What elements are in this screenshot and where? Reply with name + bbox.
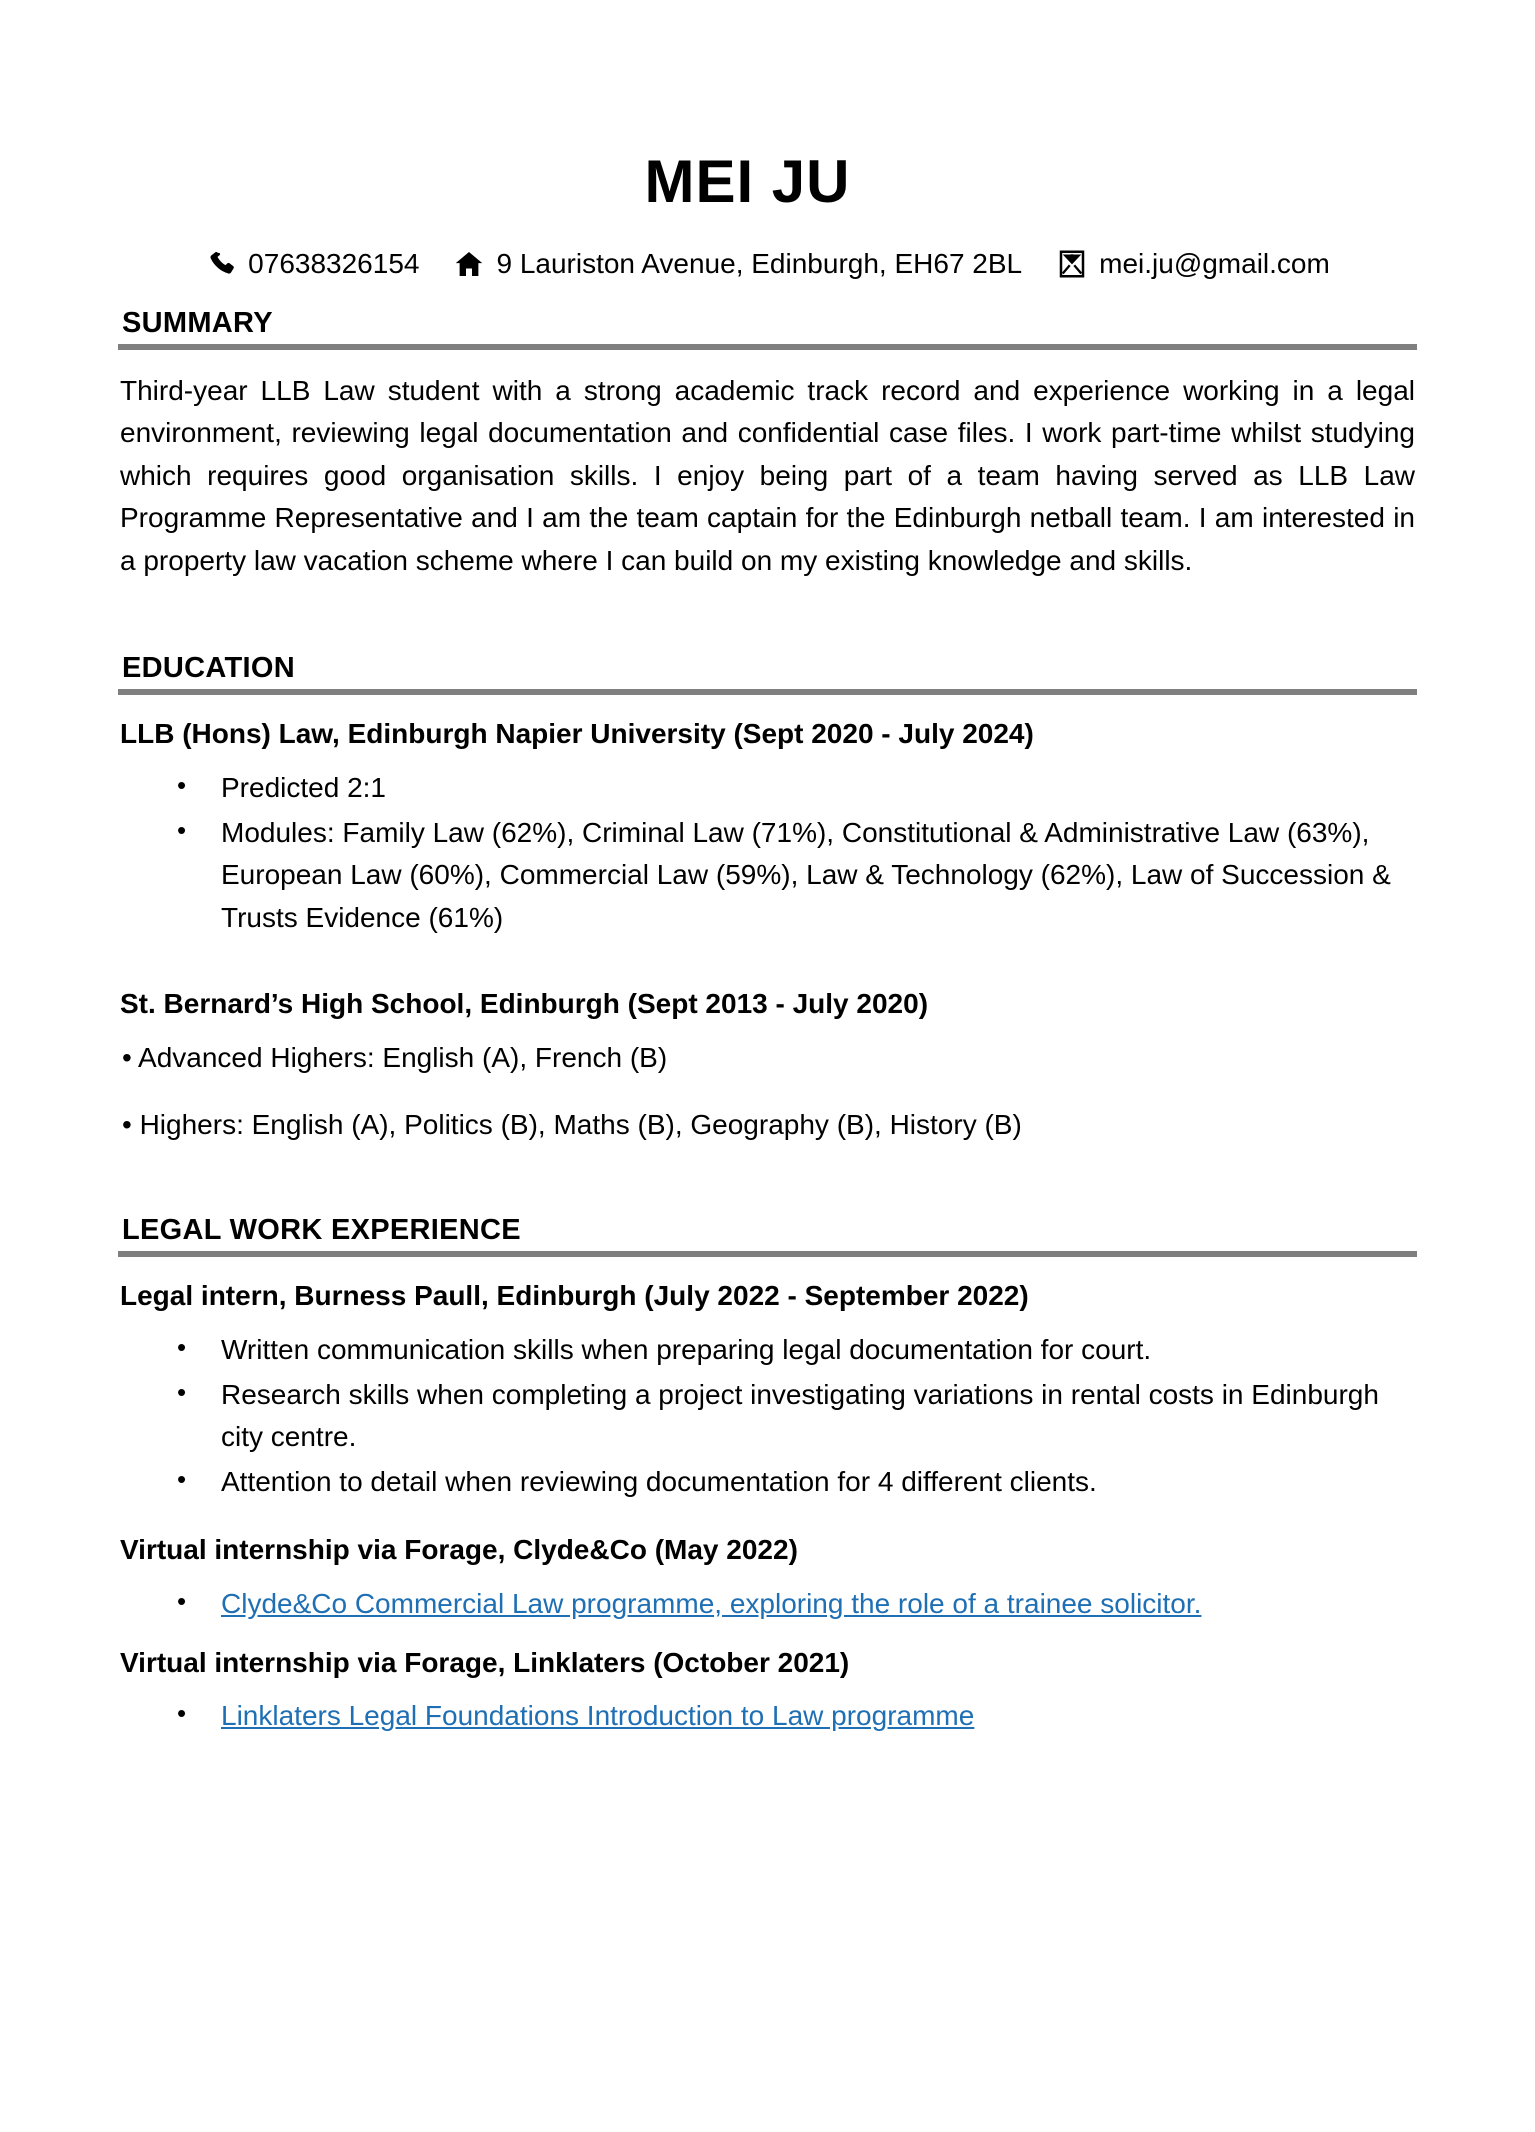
education-school-title: St. Bernard’s High School, Edinburgh (Sept 2013 - July 2020) [120,988,929,1020]
education-university-bullets [118,767,1417,939]
spacer [118,1170,1417,1214]
contact-address-text: 9 Lauriston Avenue, Edinburgh, EH67 2BL [496,248,1023,279]
page-title: MEI JU [644,148,851,215]
clyde-co-programme-link[interactable]: Clyde&Co Commercial Law programme, exploring the role of a trainee solicitor. [221,1587,1202,1619]
experience-heading: LEGAL WORK EXPERIENCE [122,1214,521,1247]
experience-job-0-bullets [118,1329,1417,1503]
spacer [118,582,1417,652]
list-item: • Predicted 2:1 [163,767,1417,810]
spacer [118,1628,1417,1644]
experience-job-2-bullets [118,1695,1417,1738]
section-education [118,652,1417,1146]
section-experience [118,1214,1417,1738]
home-icon [453,248,485,280]
list-item: • Research skills when completing a project investigating variations in rental costs in Edinburgh city centre. [163,1374,1417,1459]
contact-row [118,247,1417,281]
spacer [118,941,1417,985]
list-item: • Modules: Family Law (62%), Criminal Law (71%), Constitutional & Administrative Law (63%), European Law (60%), Commercial Law (59%), Law & Technology (62%), Law of Succession & Trusts Evidence (61%) [163,812,1417,940]
education-school-advanced-highers: • Advanced Highers: English (A), French (B) [122,1042,668,1074]
experience-job-1-title: Virtual internship via Forage, Clyde&Co (May 2022) [120,1534,798,1566]
experience-job-0-title: Legal intern, Burness Paull, Edinburgh (July 2022 - September 2022) [120,1280,1029,1312]
contact-email [1056,247,1330,281]
list-item [163,1583,1417,1626]
education-divider [118,689,1417,695]
education-heading: EDUCATION [122,652,295,685]
list-item [163,1695,1417,1738]
summary-heading: SUMMARY [122,306,273,339]
contact-email-text: mei.ju@gmail.com [1099,248,1330,279]
summary-text: Third-year LLB Law student with a strong academic track record and experience working in a legal environment, reviewing legal documentation and confidential case files. I work part-time whilst studying which requires good organisation skills. I enjoy being part of a team having served as LLB Law Programme Representative and I am the team captain for the Edinburgh netball team. I am interested in a property law vacation scheme where I can build on my existing knowledge and skills. [120,374,1415,576]
contact-address [453,247,1022,281]
education-school-highers: • Highers: English (A), Politics (B), Maths (B), Geography (B), History (B) [122,1108,1022,1140]
envelope-icon [1056,248,1088,280]
list-item: • Attention to detail when reviewing documentation for 4 different clients. [163,1461,1417,1504]
linklaters-programme-link[interactable]: Linklaters Legal Foundations Introduction to Law programme [221,1700,975,1732]
experience-divider [118,1251,1417,1257]
list-item: • Written communication skills when preparing legal documentation for court. [163,1329,1417,1372]
experience-job-2-title: Virtual internship via Forage, Linklaters (October 2021) [120,1646,850,1678]
phone-icon [205,248,237,280]
section-summary [118,307,1417,583]
contact-phone-text: 07638326154 [248,248,420,279]
summary-divider [118,344,1417,350]
experience-job-1-bullets [118,1583,1417,1626]
contact-phone [205,247,419,281]
spacer [118,1505,1417,1531]
education-university-title: LLB (Hons) Law, Edinburgh Napier University (Sept 2020 - July 2024) [120,718,1034,750]
